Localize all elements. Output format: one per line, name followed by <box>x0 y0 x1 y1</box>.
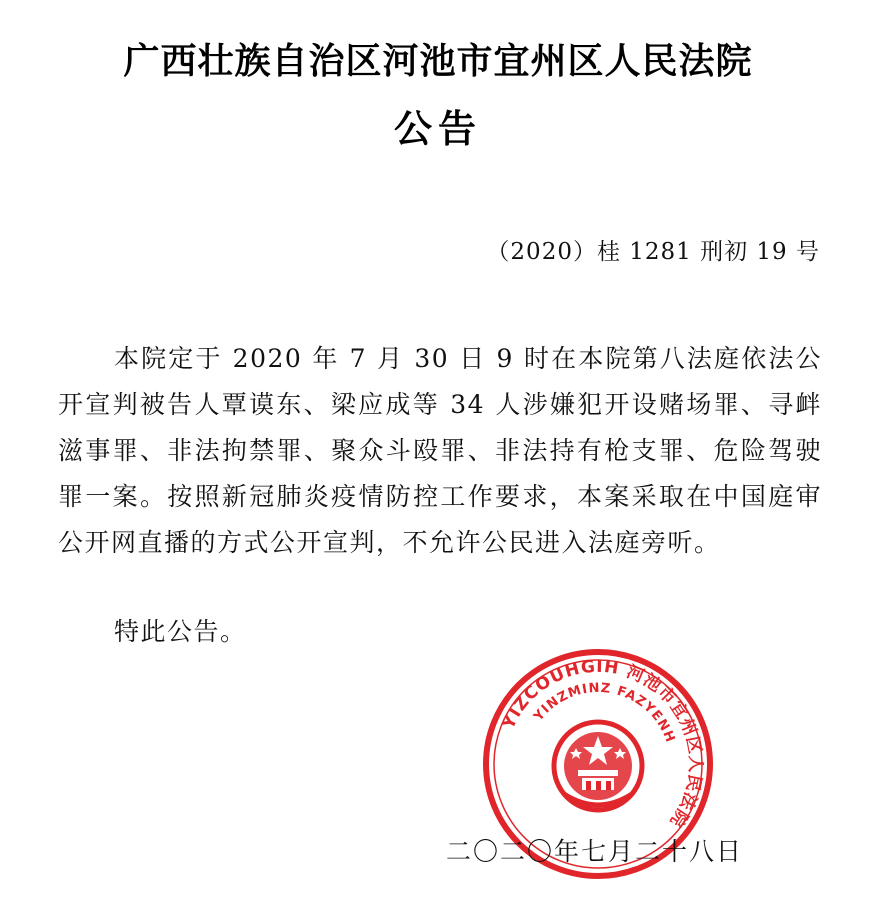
svg-text:YIZCOUHGIH 河池市宜州区人民法院: YIZCOUHGIH 河池市宜州区人民法院 <box>498 656 706 832</box>
notice-body-paragraph: 本院定于 2020 年 7 月 30 日 9 时在本院第八法庭依法公开宣判被告人覃谟东、梁应成等 34 人涉嫌犯开设赌场罪、寻衅滋事罪、非法拘禁罪、聚众斗殴罪、非法持有枪支罪、危险驾驶罪一案。按照新冠肺炎疫情防控工作要求，本案采取在中国庭审公开网直播的方式公开宣判，不允许公民进入法庭旁听。 <box>58 344 822 557</box>
court-title: 广西壮族自治区河池市宜州区人民法院 <box>123 41 753 82</box>
case-number: （2020）桂 1281 刑初 19 号 <box>486 239 820 265</box>
national-emblem-icon <box>554 722 642 810</box>
closing-statement: 特此公告。 <box>114 617 247 646</box>
notice-title: 公告 <box>393 107 482 151</box>
svg-text:YINZMINZ FAZYENH: YINZMINZ FAZYENH <box>531 680 678 746</box>
issue-date: 二〇二〇年七月二十八日 <box>446 837 744 866</box>
